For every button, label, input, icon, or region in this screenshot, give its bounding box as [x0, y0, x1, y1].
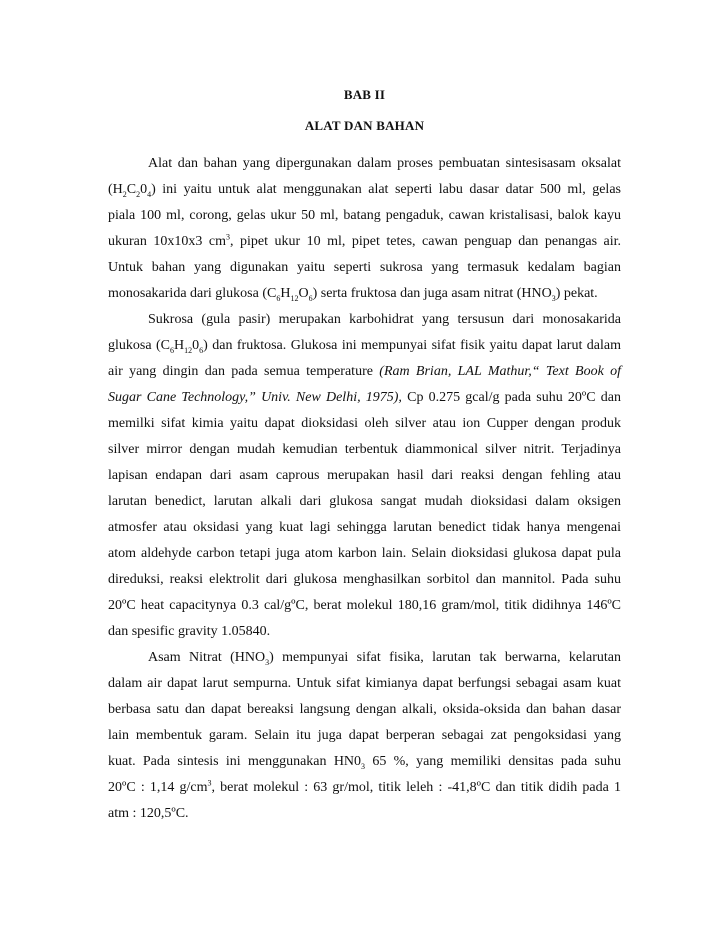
text-line: Sukrosa (gula pasir) merupakan karbohidrat yang tersusun dari monosakarida — [148, 312, 621, 327]
text-line: piala 100 ml, corong, gelas ukur 50 ml, batang pengaduk, cawan kristalisasi, balok kayu — [108, 208, 621, 223]
text-line: lain membentuk garam. Selain itu juga dapat berperan sebagai zat pengoksidasi yang — [108, 728, 621, 743]
text-line: Untuk bahan yang digunakan yaitu seperti sukrosa yang termasuk kedalam bagian — [108, 260, 621, 275]
paragraph-sucrose — [108, 307, 621, 645]
text-line: atmosfer atau oksidasi yang kuat lagi sehingga larutan benedict tidak hanya mengenai — [108, 520, 621, 535]
text-line: monosakarida dari glukosa $(C_6H_{12}O_6)$ serta fruktosa dan juga asam nitrat $(HNO_3)$ pekat. — [108, 286, 598, 303]
paragraph-nitric-acid — [108, 645, 621, 827]
text-line: air yang dingin dan pada semua temperature (Ram Brian, LAL Mathur,“ Text Book of — [108, 364, 622, 379]
text-line: dan spesific gravity 1.05840. — [108, 624, 271, 639]
text-line: direduksi, reaksi elektrolit dari glukosa menghasilkan sorbitol dan mannitol. Pada suhu — [108, 572, 621, 587]
text-line: lapisan endapan dari asam caprous merupakan hasil dari reaksi dengan fehling atau — [108, 468, 621, 483]
text-line: ukuran 10x10x3 $cm^3$, pipet ukur 10 ml, pipet tetes, cawan penguap dan penangas air. — [108, 232, 622, 249]
text-line: dalam air dapat larut sempurna. Untuk sifat kimianya dapat berfungsi sebagai asam kuat — [108, 676, 621, 691]
text-line: glukosa $(C_6H_{12}0_6)$ dan fruktosa. Glukosa ini mempunyai sifat fisik yaitu dapat larut dalam — [108, 338, 621, 355]
text-line: larutan benedict, larutan alkali dari glukosa sangat mudah dioksidasi dalam oksigen — [108, 494, 621, 509]
text-line: 20ºC : 1,14 $g/cm^3$, berat molekul : 63 gr/mol, titik leleh : -41,8ºC dan titik didih pada 1 — [108, 778, 621, 795]
text-line: silver mirror dengan mudah kemudian terbentuk diammonical silver nitrit. Terjadinya — [108, 442, 621, 457]
chapter-number: BAB II — [343, 87, 386, 102]
text-line: memilki sifat kimia yaitu dapat dioksidasi oleh silver atau ion Cupper dengan produk — [108, 416, 621, 431]
text-line: kuat. Pada sintesis ini menggunakan $HN0_3$ 65 %, yang memiliki densitas pada suhu — [108, 754, 621, 771]
chapter-title: ALAT DAN BAHAN — [304, 118, 425, 133]
citation: Sugar Cane Technology,” Univ. New Delhi, 1975), — [108, 390, 402, 405]
text-line: atom aldehyde carbon tetapi juga atom karbon lain. Selain dioksidasi glukosa dapat pula — [108, 546, 621, 561]
text-line: Asam Nitrat $(HNO_3)$ mempunyai sifat fisika, larutan tak berwarna, kelarutan — [148, 650, 621, 667]
text-line: atm : 120,5ºC. — [108, 806, 189, 821]
text-line: 20ºC heat capacitynya 0.3 cal/gºC, berat molekul 180,16 gram/mol, titik didihnya 146ºC — [108, 598, 621, 613]
text-line: berbasa satu dan dapat bereaksi langsung dengan alkali, oksida-oksida dan bahan dasar — [108, 702, 621, 717]
text-line: $(H_2C_20_4)$ ini yaitu untuk alat menggunakan alat seperti labu dasar datar 500 ml, gelas — [108, 182, 621, 199]
text-line: Alat dan bahan yang dipergunakan dalam proses pembuatan sintesisasam oksalat — [148, 156, 621, 171]
citation: (Ram Brian, LAL Mathur,“ Text Book of — [379, 364, 622, 379]
paragraph-tools-materials — [108, 151, 621, 307]
body-text — [108, 151, 621, 827]
text-line: Sugar Cane Technology,” Univ. New Delhi, 1975), Cp 0.275 gcal/g pada suhu 20ºC dan — [108, 390, 621, 405]
